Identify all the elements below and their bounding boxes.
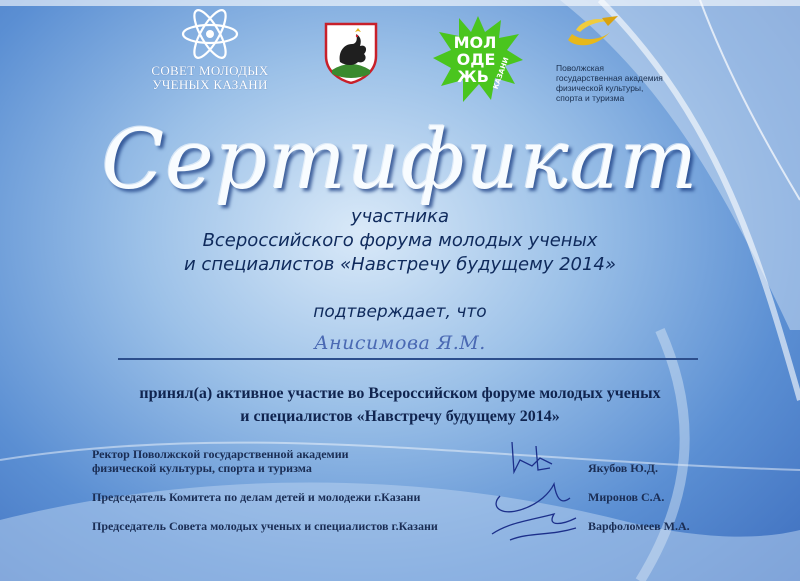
signatory-1-role xyxy=(92,447,422,475)
academy-logo xyxy=(556,14,696,103)
lead-line-2: Всероссийского форума молодых ученых xyxy=(202,230,598,251)
kazan-crest-emblem xyxy=(324,22,378,89)
handwritten-signatures xyxy=(480,436,590,551)
academy-text-line-1: Поволжская xyxy=(556,63,604,73)
signatory-1-role-line-1: Ректор Поволжской государственной академии xyxy=(92,447,349,461)
youth-text-line-4: КАЗАНИ xyxy=(491,56,511,91)
confirms-text: подтверждает, что xyxy=(313,302,487,322)
youth-kazan-logo xyxy=(433,14,523,109)
council-text-line-1: СОВЕТ МОЛОДЫХ xyxy=(151,63,269,78)
name-underline xyxy=(118,358,698,360)
body-line-2: и специалистов «Навстречу будущему 2014» xyxy=(240,408,560,425)
council-logo xyxy=(140,8,280,92)
academy-text-line-2: государственная академия xyxy=(556,73,663,83)
youth-text-line-3: ЖЬ xyxy=(457,67,489,86)
signatory-1-role-line-2: физической культуры, спорта и туризма xyxy=(92,461,312,475)
body-line-1: принял(а) активное участие во Всероссийском форуме молодых ученых xyxy=(139,385,661,402)
youth-text-line-2: ОДЕ xyxy=(456,50,496,69)
certificate-title: Сертификат xyxy=(101,113,699,208)
lead-line-1: участника xyxy=(350,206,450,227)
atom-icon xyxy=(180,8,240,60)
signatory-2-name: Миронов С.А. xyxy=(588,490,665,504)
academy-text-line-4: спорта и туризма xyxy=(556,93,625,103)
signatory-3-name: Варфоломеев М.А. xyxy=(588,519,690,533)
youth-text-line-1: МОЛ xyxy=(453,33,497,52)
signatory-3-role: Председатель Совета молодых ученых и специалистов г.Казани xyxy=(92,519,438,533)
academy-swoosh-icon xyxy=(562,14,622,54)
signatory-1-name: Якубов Ю.Д. xyxy=(588,461,659,475)
council-text-line-2: УЧЕНЫХ КАЗАНИ xyxy=(152,77,268,92)
academy-text-line-3: физической культуры, xyxy=(556,83,644,93)
lead-line-3: и специалистов «Навстречу будущему 2014» xyxy=(184,254,616,275)
signatory-2-role: Председатель Комитета по делам детей и молодежи г.Казани xyxy=(92,490,421,504)
recipient-name: Анисимова Я.М. xyxy=(314,332,486,354)
